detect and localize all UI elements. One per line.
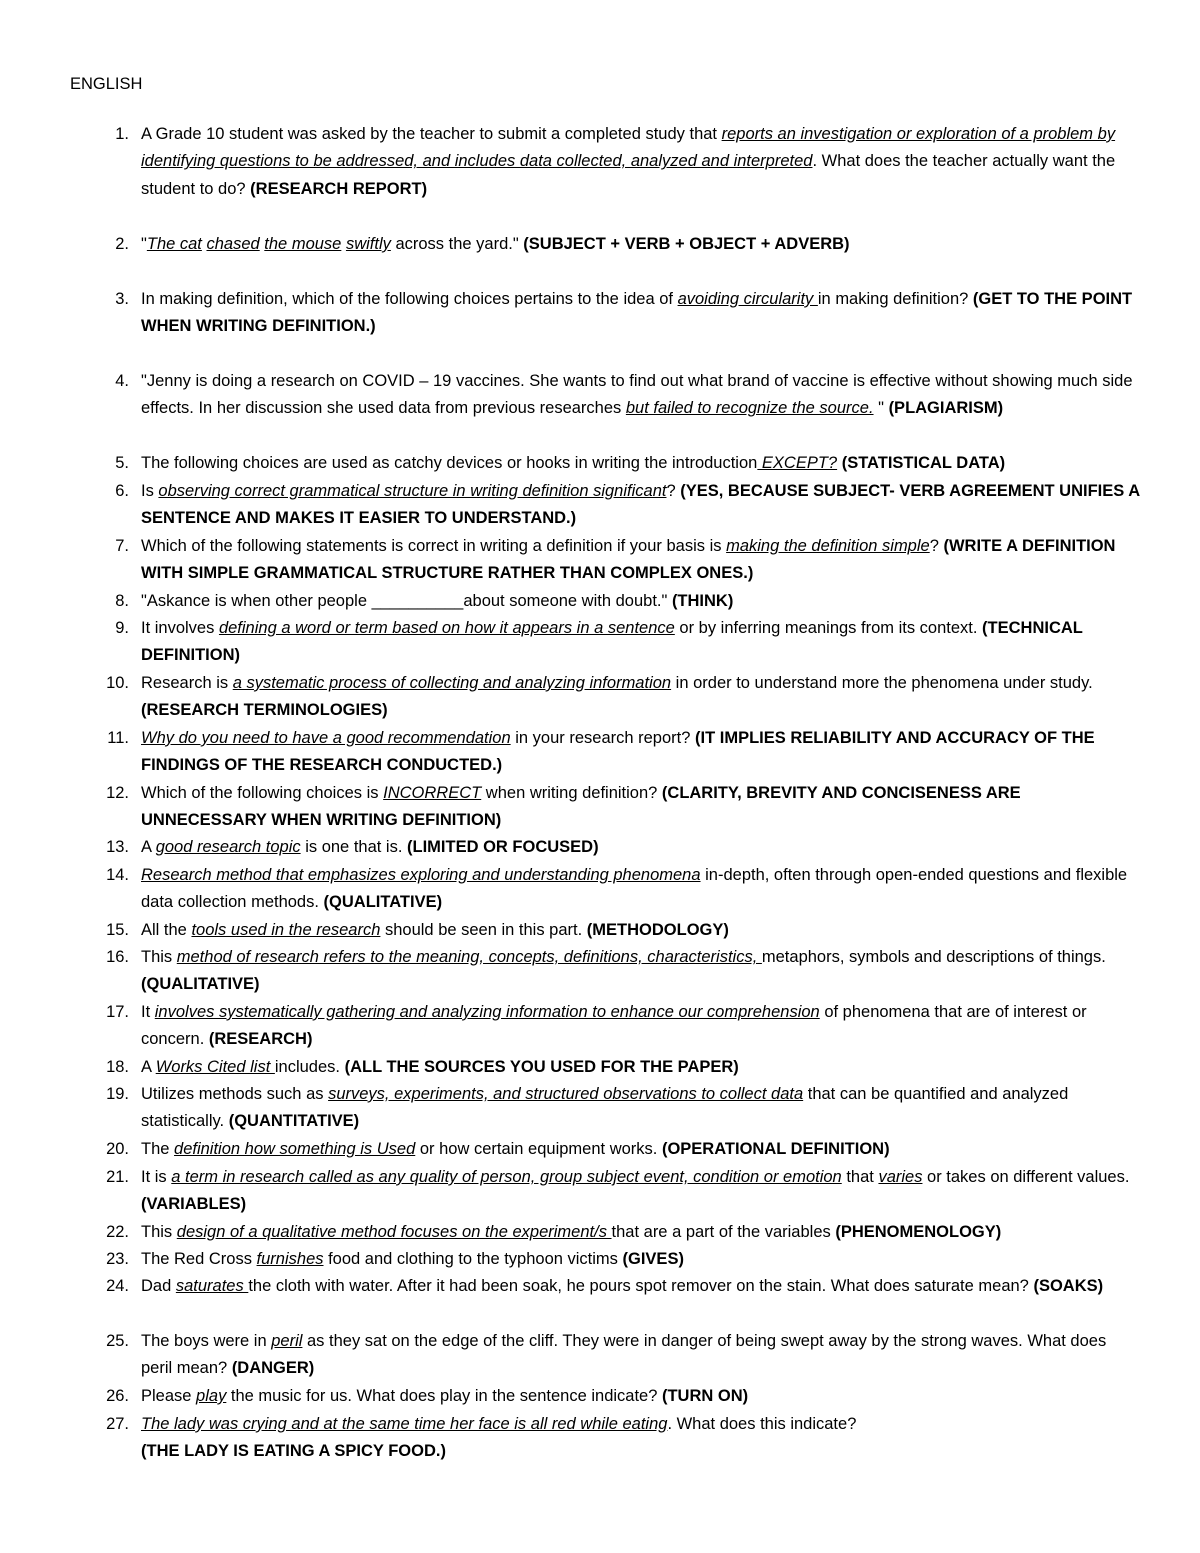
item-number: 23. xyxy=(106,1250,129,1268)
item-number: 19. xyxy=(106,1085,129,1103)
answer-text: (TECHNICAL DEFINITION) xyxy=(141,619,1083,665)
question-text: A xyxy=(141,838,156,856)
question-text: in making definition? xyxy=(817,290,973,308)
answer-text: (SOAKS) xyxy=(1033,1277,1104,1295)
question-text: Which of the following choices is xyxy=(141,784,384,802)
item-number: 1. xyxy=(115,125,129,143)
question-text: In making definition, which of the following choices pertains to the idea of xyxy=(141,290,678,308)
underlined-phrase: making the definition simple xyxy=(726,537,930,555)
underlined-phrase: furnishes xyxy=(256,1250,324,1268)
underlined-phrase: good research topic xyxy=(155,838,301,856)
underlined-phrase: chased xyxy=(206,235,260,253)
question-text: This xyxy=(141,1223,177,1241)
item-text xyxy=(141,1328,1141,1383)
item-number: 20. xyxy=(106,1140,129,1158)
answer-text: (YES, BECAUSE SUBJECT- VERB AGREEMENT UNIFIES A SENTENCE AND MAKES IT EASIER TO UNDERSTAND.) xyxy=(141,482,1140,528)
answer-text: (METHODOLOGY) xyxy=(586,921,729,939)
item-number: 8. xyxy=(115,592,129,610)
question-text: ? xyxy=(929,537,944,555)
question-text: in order to understand more the phenomena under study. xyxy=(671,674,1093,692)
question-text: is one that is. xyxy=(300,838,408,856)
item-number: 12. xyxy=(106,784,129,802)
item-number: 6. xyxy=(115,482,129,500)
underlined-phrase: definition how something is Used xyxy=(174,1140,416,1158)
question-text: This xyxy=(141,948,177,966)
question-text: All the xyxy=(141,921,192,939)
question-text: " xyxy=(873,399,889,418)
item-text xyxy=(141,231,1141,258)
item-text xyxy=(141,1411,1141,1466)
question-text: the music for us. What does play in the sentence indicate? xyxy=(226,1387,662,1405)
question-text: It is xyxy=(141,1168,172,1186)
underlined-phrase: avoiding circularity xyxy=(677,290,818,308)
item-text xyxy=(141,944,1141,999)
underlined-phrase: Works Cited list xyxy=(155,1058,275,1076)
item-text xyxy=(141,450,1141,477)
question-text: "Jenny is doing a research on COVID – 19 vaccines. She wants to find out what brand of vaccine is effective without showing much side effects. In her discussion she used data from previous researches xyxy=(141,372,1133,418)
question-text: in your research report? xyxy=(510,729,695,747)
underlined-phrase: saturates xyxy=(175,1277,249,1295)
answer-text: (OPERATIONAL DEFINITION) xyxy=(661,1140,890,1158)
answer-text: (THINK) xyxy=(671,592,734,610)
answer-text: (THE LADY IS EATING A SPICY FOOD.) xyxy=(141,1442,446,1461)
question-text: metaphors, symbols and descriptions of things. xyxy=(761,948,1106,966)
item-number: 24. xyxy=(106,1277,129,1295)
question-text: includes. xyxy=(274,1058,345,1076)
underlined-phrase: tools used in the research xyxy=(191,921,381,939)
answer-text: (PLAGIARISM) xyxy=(888,399,1004,418)
question-text: It involves xyxy=(141,619,219,637)
item-text xyxy=(141,286,1141,341)
item-text xyxy=(141,1219,1141,1246)
question-text: or how certain equipment works. xyxy=(415,1140,662,1158)
item-number: 26. xyxy=(106,1387,129,1405)
item-text xyxy=(141,1383,1141,1410)
page-heading: ENGLISH xyxy=(70,75,143,93)
item-number: 3. xyxy=(115,290,129,308)
item-text xyxy=(141,368,1141,423)
question-text: the cloth with water. After it had been soak, he pours spot remover on the stain. What does saturate mean? xyxy=(248,1277,1034,1295)
answer-text: (CLARITY, BREVITY AND CONCISENESS ARE UNNECESSARY WHEN WRITING DEFINITION) xyxy=(141,784,1021,830)
answer-text: (GIVES) xyxy=(622,1250,684,1268)
item-text xyxy=(141,1273,1141,1300)
answer-text: (PHENOMENOLOGY) xyxy=(835,1223,1002,1241)
question-text: of phenomena that are of interest or concern. xyxy=(141,1003,1087,1049)
question-text: Utilizes methods such as xyxy=(141,1085,329,1103)
question-text: food and clothing to the typhoon victims xyxy=(323,1250,623,1268)
answer-text: (GET TO THE POINT WHEN WRITING DEFINITION.) xyxy=(141,290,1133,336)
item-number: 11. xyxy=(107,729,129,747)
item-text xyxy=(141,588,1141,615)
item-text xyxy=(141,725,1141,780)
question-text: when writing definition? xyxy=(481,784,662,802)
underlined-phrase: swiftly xyxy=(345,235,391,253)
item-number: 9. xyxy=(115,619,129,637)
underlined-phrase: a systematic process of collecting and analyzing information xyxy=(232,674,672,692)
underlined-phrase: method of research refers to the meaning, concepts, definitions, characteristics, xyxy=(176,948,762,966)
answer-text: (SUBJECT + VERB + OBJECT + ADVERB) xyxy=(523,235,850,253)
item-text xyxy=(141,121,1141,203)
answer-text: (QUANTITATIVE) xyxy=(228,1112,360,1131)
item-number: 14. xyxy=(106,866,129,884)
answer-text: (TURN ON) xyxy=(661,1387,749,1405)
item-text xyxy=(141,1136,1141,1163)
item-text xyxy=(141,1081,1141,1136)
underlined-phrase: EXCEPT? xyxy=(757,454,838,472)
answer-text: (DANGER) xyxy=(231,1359,315,1378)
answer-text: (WRITE A DEFINITION WITH SIMPLE GRAMMATICAL STRUCTURE RATHER THAN COMPLEX ONES.) xyxy=(141,537,1116,583)
question-text: . What does the teacher actually want the student to do? xyxy=(141,152,1116,198)
question-text: Is xyxy=(141,482,159,500)
item-number: 25. xyxy=(106,1332,129,1350)
item-number: 15. xyxy=(106,921,129,939)
underlined-phrase: reports an investigation or exploration of a problem by identifying questions to be addressed, and includes data collected, analyzed and interpreted xyxy=(141,125,1116,171)
underlined-phrase: Why do you need to have a good recommendation xyxy=(141,729,511,747)
item-text xyxy=(141,862,1141,917)
underlined-phrase: The cat xyxy=(146,235,202,253)
question-text: ? xyxy=(666,482,681,500)
answer-text: (QUALITATIVE) xyxy=(141,975,260,994)
item-number: 4. xyxy=(115,372,129,390)
underlined-phrase: Research method that emphasizes exploring and understanding phenomena xyxy=(141,866,701,884)
question-text: that xyxy=(841,1168,879,1186)
item-number: 21. xyxy=(106,1168,129,1186)
question-text: that are a part of the variables xyxy=(611,1223,836,1241)
underlined-phrase: a term in research called as any quality of person, group subject event, condition or emotion xyxy=(171,1168,842,1186)
underlined-phrase: The lady was crying and at the same time her face is all red while eating xyxy=(141,1415,668,1433)
answer-text: (RESEARCH) xyxy=(208,1030,313,1049)
question-text: across the yard." xyxy=(390,235,524,253)
underlined-phrase: varies xyxy=(878,1168,923,1186)
question-text: The xyxy=(141,1140,175,1158)
underlined-phrase: observing correct grammatical structure in writing definition significant xyxy=(158,482,667,500)
answer-text: (IT IMPLIES RELIABILITY AND ACCURACY OF THE FINDINGS OF THE RESEARCH CONDUCTED.) xyxy=(141,729,1095,775)
item-text xyxy=(141,999,1141,1054)
answer-text: (RESEARCH REPORT) xyxy=(250,179,428,198)
item-number: 5. xyxy=(115,454,129,472)
question-text: Research is xyxy=(141,674,233,692)
item-number: 16. xyxy=(106,948,129,966)
question-text: should be seen in this part. xyxy=(380,921,587,939)
question-text: . What does this indicate? xyxy=(667,1415,857,1433)
answer-text: (RESEARCH TERMINOLOGIES) xyxy=(141,701,388,720)
item-number: 10. xyxy=(106,674,129,692)
item-text xyxy=(141,1054,1141,1081)
answer-text: (STATISTICAL DATA) xyxy=(841,454,1006,472)
item-text xyxy=(141,917,1141,944)
question-text: that can be quantified and analyzed statistically. xyxy=(141,1085,1069,1131)
item-number: 7. xyxy=(115,537,129,555)
question-text: The following choices are used as catchy devices or hooks in writing the introduction xyxy=(141,454,758,472)
question-text: It xyxy=(141,1003,155,1021)
underlined-phrase: peril xyxy=(271,1332,303,1350)
question-text: "Askance is when other people __________about someone with doubt." xyxy=(141,592,672,610)
underlined-phrase: but failed to recognize the source. xyxy=(625,399,874,418)
item-text xyxy=(141,1164,1141,1219)
item-number: 18. xyxy=(106,1058,129,1076)
item-number: 27. xyxy=(106,1415,129,1433)
underlined-phrase: INCORRECT xyxy=(383,784,482,802)
underlined-phrase: design of a qualitative method focuses on the experiment/s xyxy=(176,1223,612,1241)
question-text: A xyxy=(141,1058,156,1076)
answer-text: (ALL THE SOURCES YOU USED FOR THE PAPER) xyxy=(344,1058,739,1076)
item-text xyxy=(141,1246,1141,1273)
item-text xyxy=(141,780,1141,835)
underlined-phrase: play xyxy=(196,1387,227,1405)
question-text: Please xyxy=(141,1387,197,1405)
question-text: or takes on different values. xyxy=(922,1168,1130,1186)
question-text: or by inferring meanings from its context. xyxy=(674,619,983,637)
question-text: Which of the following statements is correct in writing a definition if your basis is xyxy=(141,537,727,555)
item-text xyxy=(141,478,1141,533)
underlined-phrase: defining a word or term based on how it appears in a sentence xyxy=(218,619,675,637)
item-number: 17. xyxy=(106,1003,129,1021)
question-text: The Red Cross xyxy=(141,1250,257,1268)
answer-text: (LIMITED OR FOCUSED) xyxy=(407,838,599,856)
item-text xyxy=(141,670,1141,725)
item-text xyxy=(141,533,1141,588)
question-text: Dad xyxy=(141,1277,176,1295)
item-number: 22. xyxy=(106,1223,129,1241)
item-text xyxy=(141,834,1141,861)
underlined-phrase: the mouse xyxy=(264,235,342,253)
question-text: as they sat on the edge of the cliff. They were in danger of being swept away by the strong waves. What does peril mean? xyxy=(141,1332,1107,1378)
item-number: 2. xyxy=(115,235,129,253)
underlined-phrase: involves systematically gathering and analyzing information to enhance our comprehension xyxy=(154,1003,820,1021)
underlined-phrase: surveys, experiments, and structured observations to collect data xyxy=(328,1085,804,1103)
item-number: 13. xyxy=(106,838,129,856)
question-text: The boys were in xyxy=(141,1332,272,1350)
question-text: A Grade 10 student was asked by the teacher to submit a completed study that xyxy=(141,125,722,143)
question-text: in-depth, often through open-ended questions and flexible data collection methods. xyxy=(141,866,1128,912)
answer-text: (VARIABLES) xyxy=(141,1195,247,1214)
item-text xyxy=(141,615,1141,670)
question-text: " xyxy=(141,235,147,253)
answer-text: (QUALITATIVE) xyxy=(323,893,443,912)
